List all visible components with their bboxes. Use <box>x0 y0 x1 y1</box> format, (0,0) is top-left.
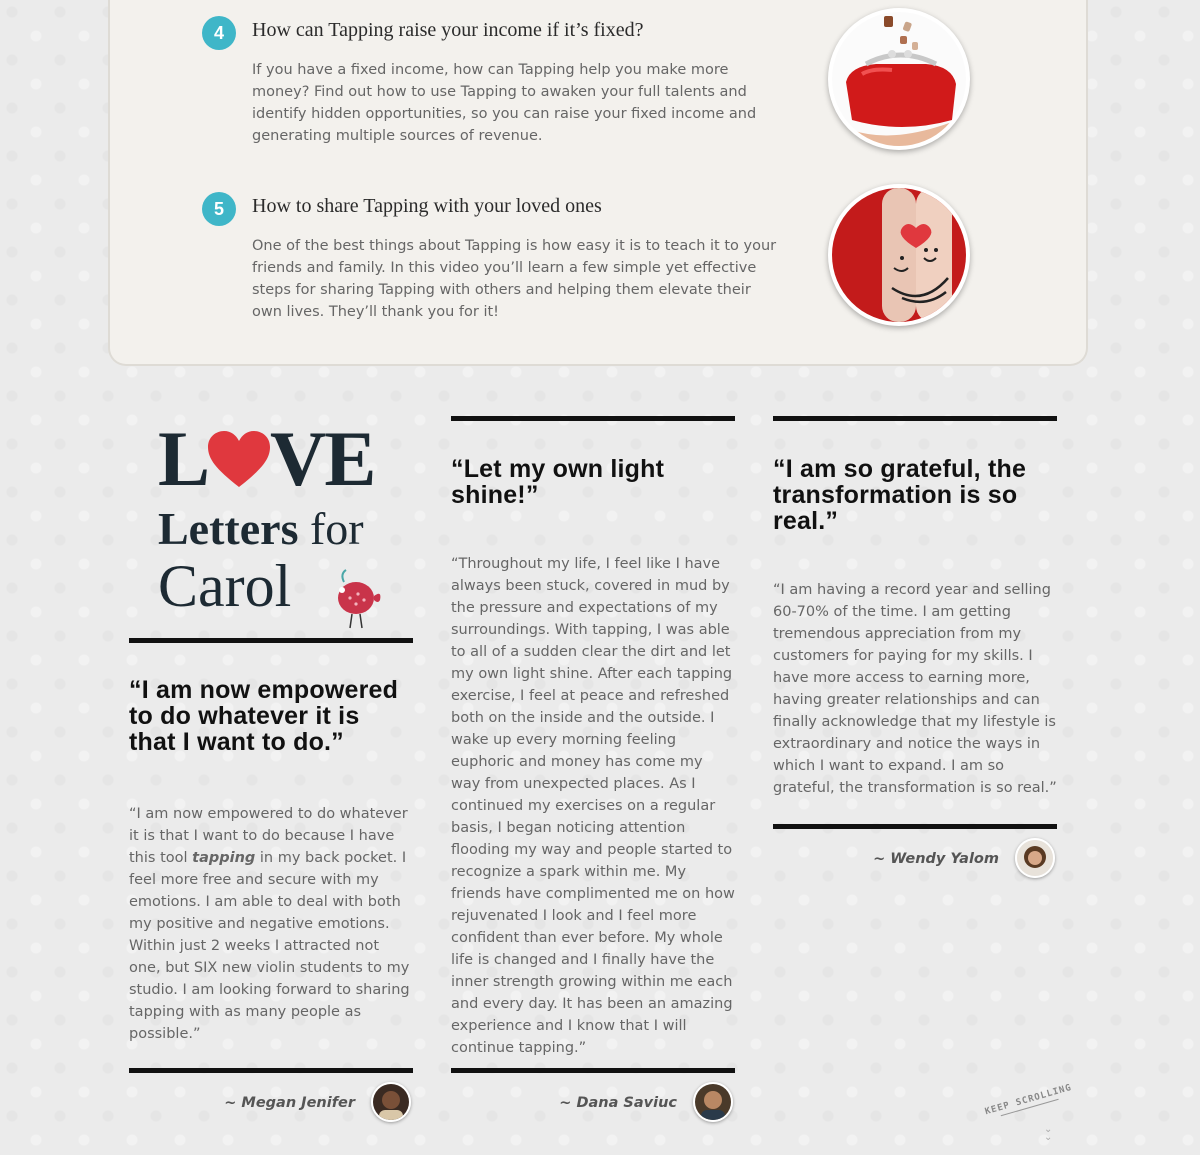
testimonial-signature: ~ Wendy Yalom <box>873 851 999 867</box>
testimonial-headline: “Let my own light shine!” <box>451 455 665 509</box>
item-description: If you have a fixed income, how can Tapping help you make more money? Find out how to use Tapping to awaken your full talents and identify hidden opportunities, so you can raise your fixed income and generating multiple sources of revenue. <box>252 62 757 144</box>
chevron-down-icon: ⌄ ⌄ <box>1044 1124 1053 1143</box>
red-purse-coins-image <box>828 8 970 150</box>
testimonial-wendy <box>773 416 1057 886</box>
love-letters-logo <box>158 415 398 630</box>
avatar <box>693 1082 733 1122</box>
item-description: One of the best things about Tapping is how easy it is to teach it to your friends and family. In this video you’ll learn a few simple yet effective steps for sharing Tapping with others and helping them elevate their own lives. They’ll thank you for it! <box>252 238 777 320</box>
logo-letters-for: Letters for <box>158 503 364 554</box>
logo-carol: Carol <box>158 553 292 619</box>
testimonial-body: “I am now empowered to do whatever it is that I want to do because I have this tool tapping in my back pocket. I feel more free and secure with my emotions. I am able to deal with both my positive and negative emotions. Within just 2 weeks I attracted not one, but SIX new violin students to my studio. I am looking forward to sharing tapping with as many people as possible.” <box>129 806 410 1042</box>
fingers-hug-heart-image <box>828 184 970 326</box>
divider <box>451 1068 735 1073</box>
curriculum-panel <box>108 0 1088 366</box>
testimonial-signature: ~ Dana Saviuc <box>559 1095 677 1111</box>
keep-scrolling-hint[interactable] <box>984 1083 1074 1120</box>
logo-love-word: L VE <box>158 415 375 502</box>
divider <box>773 416 1057 421</box>
item-number-badge: 5 <box>202 192 236 226</box>
heart-icon <box>208 431 270 489</box>
divider <box>129 1068 413 1073</box>
item-title: How can Tapping raise your income if it’s fixed? <box>252 19 644 41</box>
divider <box>129 638 413 643</box>
keep-scrolling-label: KEEP SCROLLING <box>983 1082 1074 1118</box>
testimonial-dana <box>451 416 735 1126</box>
bird-icon <box>330 568 382 630</box>
avatar <box>1015 838 1055 878</box>
avatar <box>371 1082 411 1122</box>
testimonial-body: “Throughout my life, I feel like I have always been stuck, covered in mud by the pressure and expectations of my surroundings. With tapping, I was able to all of a sudden clear the dirt and let my own light shine. After each tapping exercise, I feel at peace and refreshed both on the inside and the outside. I wake up every morning feeling euphoric and money has come my way from unexpected places. As I continued my exercises on a regular basis, I began noticing attention flooding my way and people started to recognize a spark within me. My friends have complimented me on how rejuvenated I look and I feel more confident than ever before. My whole life is changed and I finally have the inner strength growing within me each and every day. It has been an amazing experience and I know that I will continue tapping.” <box>451 556 735 1056</box>
testimonial-megan <box>129 638 413 1123</box>
testimonial-body: “I am having a record year and selling 60-70% of the time. I am getting tremendous appreciation from my customers for paying for my skills. I have more access to earning more, having greater relationships and can finally acknowledge that my lifestyle is extraordinary and notice the ways in which I want to expand. I am so grateful, the transformation is so real.” <box>773 582 1057 796</box>
testimonial-headline: “I am now empowered to do whatever it is that I want to do.” <box>129 676 399 756</box>
item-title: How to share Tapping with your loved ones <box>252 195 602 217</box>
divider <box>451 416 735 421</box>
emphasis-tapping: tapping <box>192 850 256 866</box>
testimonial-signature: ~ Megan Jenifer <box>224 1095 355 1111</box>
divider <box>773 824 1057 829</box>
item-number-badge: 4 <box>202 16 236 50</box>
testimonial-headline: “I am so grateful, the transformation is so real.” <box>773 455 1027 535</box>
